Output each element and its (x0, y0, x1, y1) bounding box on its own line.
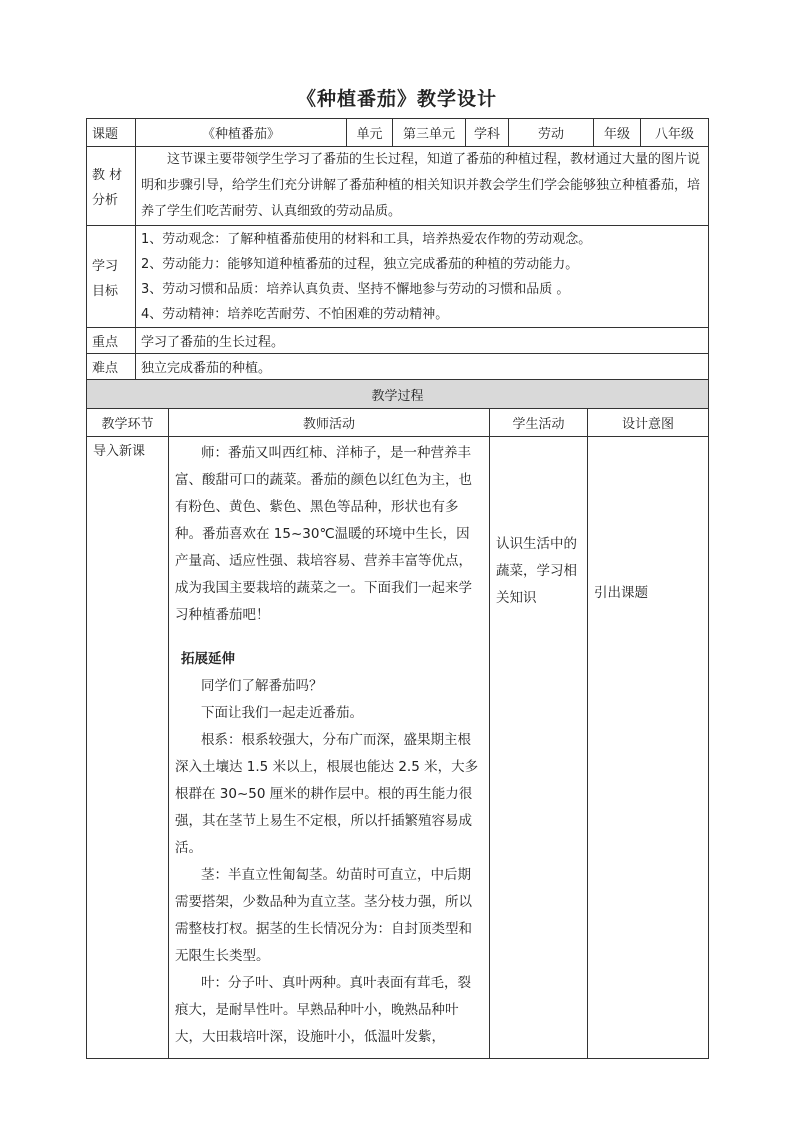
grade-label: 年级 (594, 119, 641, 147)
goal-item: 1、劳动观念：了解种植番茄使用的材料和工具，培养热爱农作物的劳动观念。 (141, 231, 592, 247)
process-header-row (87, 409, 709, 437)
key-point-label: 重点 (87, 328, 136, 354)
teacher-activity (169, 437, 490, 1059)
goals-label-line-2: 目标 (92, 283, 119, 299)
header-stage: 教学环节 (87, 409, 169, 437)
info-row (87, 119, 709, 147)
goals-label (87, 226, 136, 328)
question-2: 下面让我们一起走近番茄。 (201, 705, 363, 721)
analysis-text: 这节课主要带领学生学习了番茄的生长过程，知道了番茄的种植过程，教材通过大量的图片说明和步骤引导，给学生们充分讲解了番茄种植的相关知识并教会学生们学会能够独立种植番茄，培养了学生们吃苦耐劳、认真细致的劳动品质。 (141, 152, 701, 219)
course-label: 课题 (87, 119, 136, 147)
analysis-label-line-2: 分析 (92, 193, 119, 208)
goal-item: 4、劳动精神：培养吃苦耐劳、不怕困难的劳动精神。 (141, 306, 449, 322)
lesson-info-table (86, 118, 709, 380)
subject-value: 劳动 (509, 119, 594, 147)
analysis-row (87, 147, 709, 226)
extension-heading: 拓展延伸 (181, 651, 235, 667)
key-point-row (87, 328, 709, 354)
goal-item: 2、劳动能力：能够知道种植番茄的过程，独立完成番茄的种植的劳动能力。 (141, 256, 579, 272)
header-student: 学生活动 (490, 409, 588, 437)
teacher-intro: 师：番茄又叫西红柿、洋柿子，是一种营养丰富、酸甜可口的蔬菜。番茄的颜色以红色为主，也有粉色、黄色、紫色、黑色等品种，形状也有多种。番茄喜欢在 15~30℃温暖的环境中生长，因产量高、适应性强、栽培容易、营养丰富等优点，成为我国主要栽培的蔬菜之一。下面我们一起来学习种植番茄吧！ (175, 445, 472, 623)
header-intent: 设计意图 (588, 409, 709, 437)
analysis-label (87, 147, 136, 226)
leaf-paragraph: 叶：分子叶、真叶两种。真叶表面有茸毛，裂痕大，是耐旱性叶。早熟品种叶小，晚熟品种叶大，大田栽培叶深，设施叶小，低温叶发紫， (175, 975, 471, 1045)
goals-list (136, 226, 709, 328)
unit-value: 第三单元 (393, 119, 466, 147)
teaching-process-table (86, 379, 709, 1059)
question-1: 同学们了解番茄吗？ (201, 678, 323, 694)
analysis-label-line-1: 教 材 (92, 168, 123, 183)
grade-value: 八年级 (641, 119, 709, 147)
root-paragraph: 根系：根系较强大，分布广而深，盛果期主根深入土壤达 1.5 米以上，根展也能达 2.5 米，大多根群在 30~50 厘米的耕作层中。根的再生能力很强，其在茎节上易生不定根，所以扦插繁殖容易成活。 (175, 732, 479, 856)
subject-label: 学科 (466, 119, 509, 147)
process-title: 教学过程 (87, 380, 709, 409)
student-activity-cell (490, 437, 588, 1059)
design-intent: 引出课题 (594, 585, 648, 601)
goals-row (87, 226, 709, 328)
process-title-row (87, 380, 709, 409)
design-intent-cell (588, 437, 709, 1059)
stem-paragraph: 茎：半直立性匍匐茎。幼苗时可直立，中后期需要搭架，少数品种为直立茎。茎分枝力强，所以需整枝打杈。据茎的生长情况分为：自封顶类型和无限生长类型。 (175, 867, 472, 964)
unit-label: 单元 (347, 119, 393, 147)
header-teacher: 教师活动 (169, 409, 490, 437)
goals-label-line-1: 学习 (92, 258, 119, 274)
difficulty-text: 独立完成番茄的种植。 (136, 354, 709, 380)
student-activity: 认识生活中的蔬菜，学习相关知识 (496, 536, 577, 606)
page-title: 《种植番茄》教学设计 (296, 88, 497, 110)
difficulty-row (87, 354, 709, 380)
analysis-text-cell (136, 147, 709, 226)
stage-name: 导入新课 (87, 437, 169, 1059)
intro-stage-row (87, 437, 709, 1059)
key-point-text: 学习了番茄的生长过程。 (136, 328, 709, 354)
goal-item: 3、劳动习惯和品质：培养认真负责、坚持不懈地参与劳动的习惯和品质 。 (141, 281, 570, 297)
course-value: 《种植番茄》 (136, 119, 347, 147)
difficulty-label: 难点 (87, 354, 136, 380)
